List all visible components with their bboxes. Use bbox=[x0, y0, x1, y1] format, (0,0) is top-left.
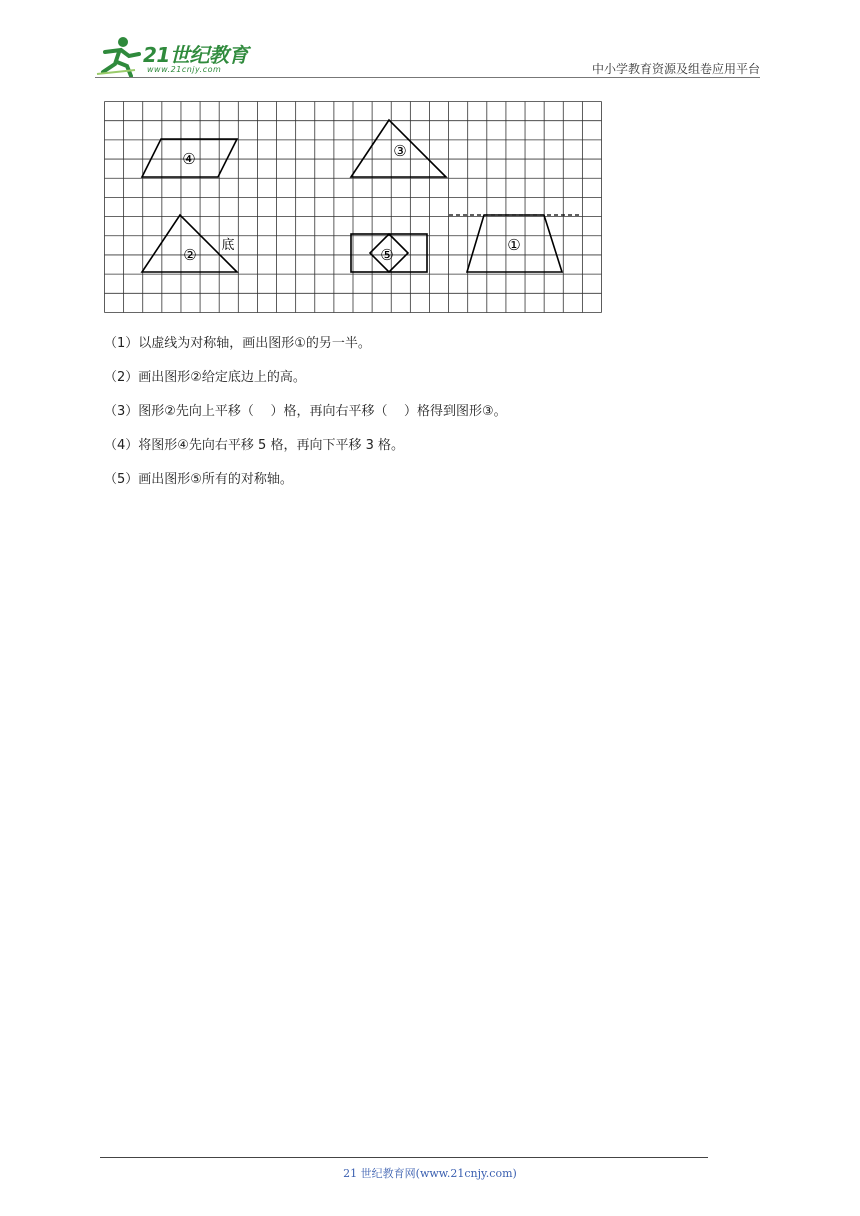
shape-5-label: ⑤ bbox=[380, 246, 394, 264]
runner-logo-icon bbox=[95, 34, 143, 78]
question-5: （5）画出图形⑤所有的对称轴。 bbox=[104, 472, 293, 487]
base-label: 底 bbox=[221, 238, 235, 253]
logo-text: 21世纪教育 bbox=[143, 43, 248, 67]
header-divider bbox=[95, 77, 760, 78]
platform-title: 中小学教育资源及组卷应用平台 bbox=[591, 62, 760, 76]
page-header bbox=[95, 34, 760, 78]
shape-4-label: ④ bbox=[182, 150, 196, 168]
shape-2-label: ② bbox=[183, 246, 197, 264]
footer-text: 21 世纪教育网(www.21cnjy.com) bbox=[343, 1167, 517, 1180]
question-4: （4）将图形④先向右平移 5 格，再向下平移 3 格。 bbox=[104, 438, 404, 453]
shape-1-label: ① bbox=[507, 236, 521, 254]
footer-divider bbox=[100, 1157, 708, 1158]
question-2: （2）画出图形②给定底边上的高。 bbox=[104, 370, 306, 385]
shape-3-label: ③ bbox=[393, 142, 407, 160]
logo bbox=[95, 34, 265, 78]
logo-url: www.21cnjy.com bbox=[147, 65, 222, 74]
question-3: （3）图形②先向上平移（ ）格，再向右平移（ ）格得到图形③。 bbox=[104, 404, 507, 419]
grid-lines bbox=[105, 102, 602, 313]
grid-figure bbox=[104, 101, 604, 318]
question-1: （1）以虚线为对称轴，画出图形①的另一半。 bbox=[104, 336, 371, 351]
grid-diagram bbox=[104, 101, 604, 314]
